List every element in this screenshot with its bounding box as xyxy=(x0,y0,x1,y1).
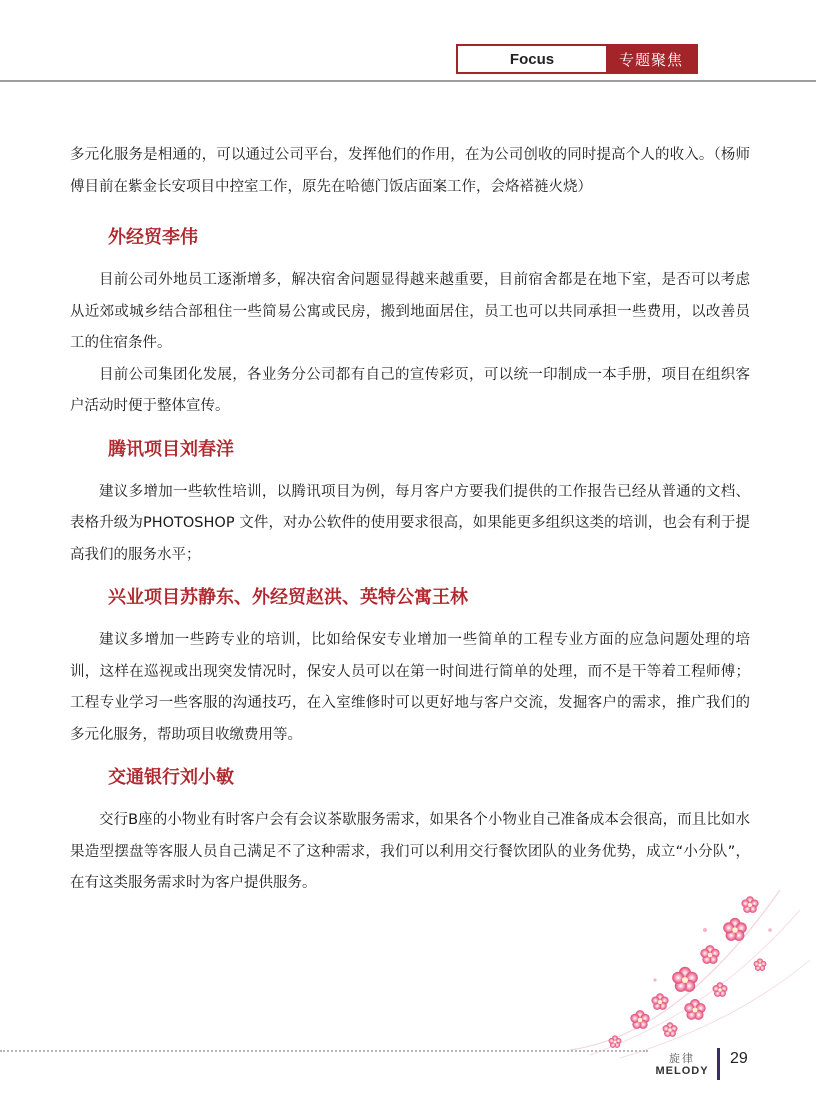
page-number-bar xyxy=(717,1048,720,1080)
paragraph: 建议多增加一些软性培训，以腾讯项目为例，每月客户方要我们提供的工作报告已经从普通的文档、表格升级为PHOTOSHOP 文件，对办公软件的使用要求很高，如果能更多组织这类的培训，也会有利于提高我们的服务水平； xyxy=(70,483,750,563)
footer-rule xyxy=(0,1050,648,1052)
paragraph: 目前公司外地员工逐渐增多，解决宿舍问题显得越来越重要，目前宿舍都是在地下室，是否可以考虑从近郊或城乡结合部租住一些简易公寓或民房，搬到地面居住，员工也可以共同承担一些费用，以改善员工的住宿条件。 xyxy=(70,272,750,351)
brand-cn: 旋律 xyxy=(669,1052,695,1065)
magazine-brand xyxy=(652,1052,712,1077)
header-rule xyxy=(0,80,816,82)
focus-label: Focus xyxy=(509,50,555,68)
intro-paragraph: 多元化服务是相通的，可以通过公司平台，发挥他们的作用，在为公司创收的同时提高个人的收入。（杨师傅目前在紫金长安项目中控室工作，原先在哈德门饭店面案工作，会烙褡裢火烧） xyxy=(70,147,750,195)
paragraph: 目前公司集团化发展，各业务分公司都有自己的宣传彩页，可以统一印制成一本手册，项目在组织客户活动时便于整体宣传。 xyxy=(70,366,750,414)
brand-en: MELODY xyxy=(655,1065,709,1077)
section-title-liu-chunyang: 腾讯项目刘春洋 xyxy=(108,438,234,460)
topic-label: 专题聚焦 xyxy=(606,46,696,72)
section-title-su-jingdong: 兴业项目苏静东、外经贸赵洪、英特公寓王林 xyxy=(108,587,468,608)
section-header-badge xyxy=(456,44,698,74)
section-title-liu-xiaomin: 交通银行刘小敏 xyxy=(108,767,234,788)
paragraph: 建议多增加一些跨专业的培训，比如给保安专业增加一些简单的工程专业方面的应急问题处理的培训，这样在巡视或出现突发情况时，保安人员可以在第一时间进行简单的处理，而不是干等着工程师傅；工程专业学习一些客服的沟通技巧，在入室维修时可以更好地与客户交流，发掘客户的需求，推广我们的多元化服务，帮助项目收缴费用等。 xyxy=(70,632,750,743)
paragraph: 交行B座的小物业有时客户会有会议茶歇服务需求，如果各个小物业自己准备成本会很高，而且比如水果造型摆盘等客服人员自己满足不了这种需求，我们可以利用交行餐饮团队的业务优势，成立“小分队”，在有这类服务需求时为客户提供服务。 xyxy=(70,812,750,891)
page-number: 29 xyxy=(730,1050,748,1067)
article-body xyxy=(70,140,750,900)
section-title-li-wei: 外经贸李伟 xyxy=(108,227,198,248)
flowers-decoration-icon xyxy=(560,870,816,1060)
